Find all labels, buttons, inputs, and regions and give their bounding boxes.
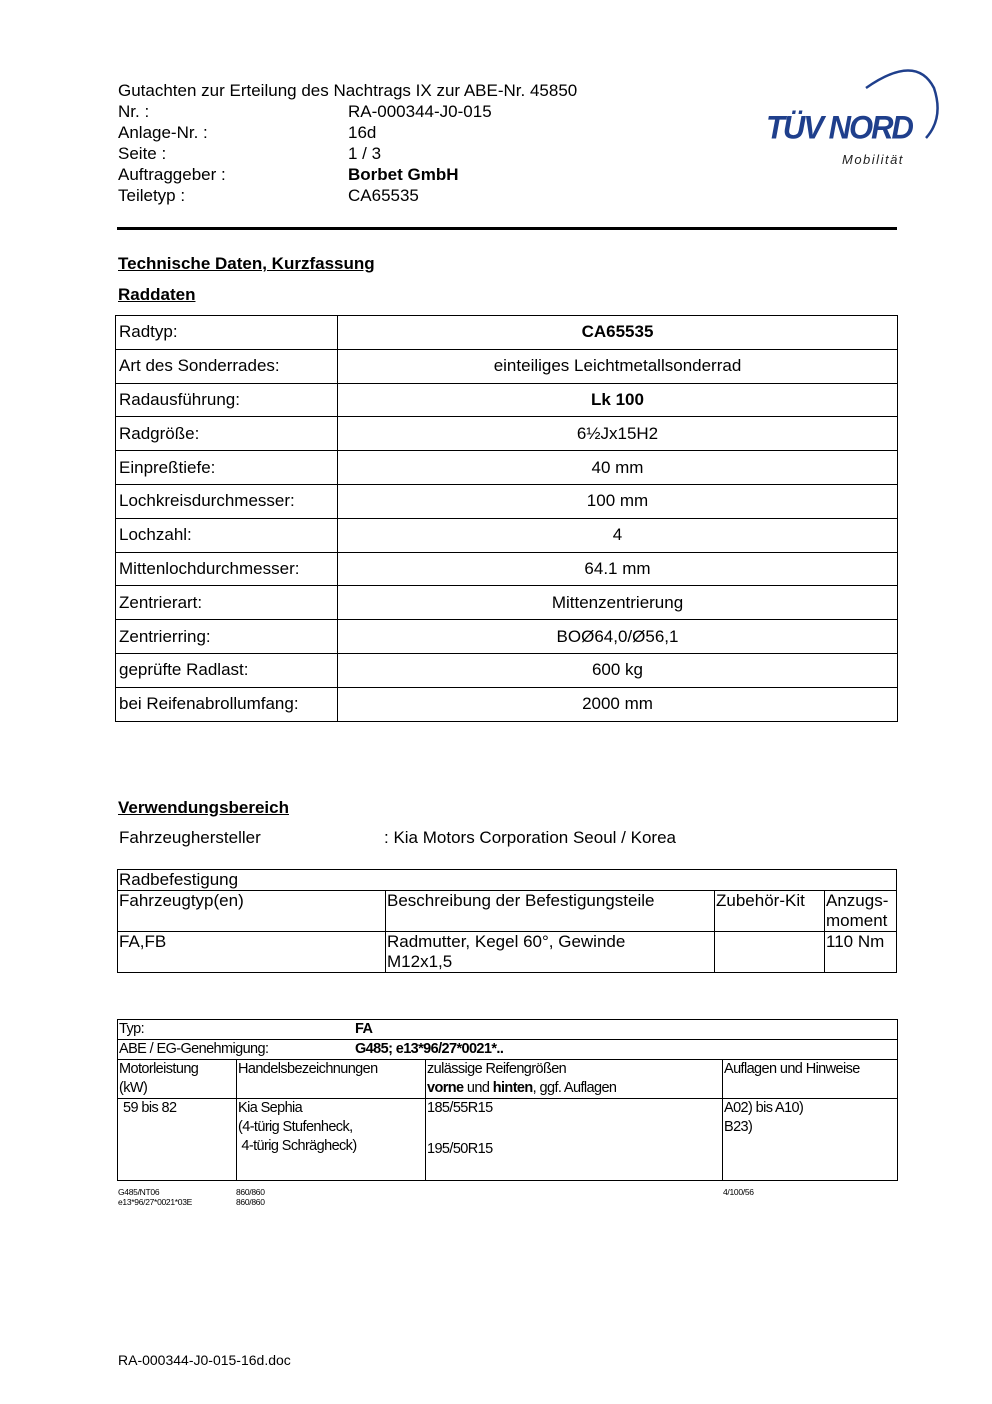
table-row <box>116 687 898 721</box>
header-row-anlage: Anlage-Nr. : 16d <box>118 123 377 142</box>
label-cell: Radausführung: <box>116 383 338 417</box>
header-cell: zulässige Reifengrößen vorne und hinten, ggf. Auflagen <box>426 1060 723 1099</box>
header-cell: Auflagen und Hinweise <box>723 1060 898 1099</box>
header-row-auftraggeber: Auftraggeber : Borbet GmbH <box>118 165 459 184</box>
label-cell: Lochzahl: <box>116 518 338 552</box>
value-cell: Mittenzentrierung <box>338 586 898 620</box>
cell: Radmutter, Kegel 60°, Gewinde M12x1,5 <box>386 932 715 973</box>
label-cell: Zentrierart: <box>116 586 338 620</box>
header-cell: Motorleistung (kW) <box>118 1060 237 1099</box>
label-cell: geprüfte Radlast: <box>116 653 338 687</box>
table-row <box>118 1020 898 1040</box>
header-cell: Beschreibung der Befestigungsteile <box>386 891 715 932</box>
label-cell: Einpreßtiefe: <box>116 451 338 485</box>
header-title: Gutachten zur Erteilung des Nachtrags IX zur ABE-Nr. 45850 <box>118 81 578 100</box>
value-cell: CA65535 <box>338 316 898 350</box>
value-cell: 2000 mm <box>338 687 898 721</box>
footer-filename: RA-000344-J0-015-16d.doc <box>118 1352 291 1368</box>
typ-footnote-c: 4/100/56 <box>723 1187 754 1197</box>
typ-table <box>117 1019 898 1181</box>
value-cell: 100 mm <box>338 484 898 518</box>
cell: A02) bis A10) B23) <box>723 1099 898 1181</box>
value-cell: 600 kg <box>338 653 898 687</box>
table-row <box>116 417 898 451</box>
label-cell: Radtyp: <box>116 316 338 350</box>
table-row <box>116 349 898 383</box>
technische-heading: Technische Daten, Kurzfassung <box>118 254 375 273</box>
cell <box>715 932 825 973</box>
typ-footnote-a: G485/NT06 e13*96/27*0021*03E <box>118 1187 193 1207</box>
table-row <box>116 620 898 654</box>
hersteller-line <box>119 828 676 848</box>
value-cell: einteiliges Leichtmetallsonderrad <box>338 349 898 383</box>
header-cell: Fahrzeugtyp(en) <box>118 891 386 932</box>
cell: 110 Nm <box>825 932 897 973</box>
label-cell: Radgröße: <box>116 417 338 451</box>
header-row-nr: Nr. : RA-000344-J0-015 <box>118 102 492 121</box>
table-row <box>116 316 898 350</box>
table-row <box>118 932 897 973</box>
table-row <box>116 451 898 485</box>
table-row <box>118 891 897 932</box>
table-row <box>118 870 897 891</box>
value-cell: Lk 100 <box>338 383 898 417</box>
hersteller-label: Fahrzeughersteller <box>119 828 261 847</box>
value-cell: 64.1 mm <box>338 552 898 586</box>
raddaten-table <box>115 315 898 722</box>
table-row <box>118 1040 898 1060</box>
table-row <box>118 1060 898 1099</box>
table-row <box>116 552 898 586</box>
header-rule <box>117 227 897 230</box>
label-cell: Zentrierring: <box>116 620 338 654</box>
typ-row: Typ: FA <box>118 1020 898 1040</box>
table-row <box>116 653 898 687</box>
value-cell: 40 mm <box>338 451 898 485</box>
radbefestigung-table <box>117 869 897 973</box>
header-cell: Anzugs- moment <box>825 891 897 932</box>
value-cell: 4 <box>338 518 898 552</box>
header-cell: Zubehör-Kit <box>715 891 825 932</box>
value-cell: 6½Jx15H2 <box>338 417 898 451</box>
document-header <box>118 80 577 206</box>
label-cell: Lochkreisdurchmesser: <box>116 484 338 518</box>
header-cell: Handelsbezeichnungen <box>237 1060 426 1099</box>
cell: FA,FB <box>118 932 386 973</box>
cell: 185/55R15 195/50R15 <box>426 1099 723 1181</box>
verwendung-heading: Verwendungsbereich <box>118 798 289 817</box>
table-row <box>116 484 898 518</box>
label-cell: bei Reifenabrollumfang: <box>116 687 338 721</box>
header-row-seite: Seite : 1 / 3 <box>118 144 382 163</box>
label-cell: Mittenlochdurchmesser: <box>116 552 338 586</box>
table-row <box>116 518 898 552</box>
table-row <box>116 586 898 620</box>
table-row <box>116 383 898 417</box>
logo-sub: Mobilität <box>842 152 904 167</box>
tuv-nord-logo <box>766 58 941 173</box>
typ-footnote-b: 860/860 860/860 <box>236 1187 265 1207</box>
radbefestigung-title: Radbefestigung <box>118 870 897 891</box>
hersteller-value: : Kia Motors Corporation Seoul / Korea <box>384 828 676 847</box>
logo-brand: TÜV NORD <box>766 109 912 146</box>
cell: 59 bis 82 <box>118 1099 237 1181</box>
value-cell: BOØ64,0/Ø56,1 <box>338 620 898 654</box>
abe-row: ABE / EG-Genehmigung: G485; e13*96/27*0021*.. <box>118 1040 898 1060</box>
raddaten-heading: Raddaten <box>118 285 196 304</box>
header-row-teiletyp: Teiletyp : CA65535 <box>118 186 419 205</box>
table-row <box>118 1099 898 1181</box>
label-cell: Art des Sonderrades: <box>116 349 338 383</box>
cell: Kia Sephia (4-türig Stufenheck, 4-türig Schrägheck) <box>237 1099 426 1181</box>
